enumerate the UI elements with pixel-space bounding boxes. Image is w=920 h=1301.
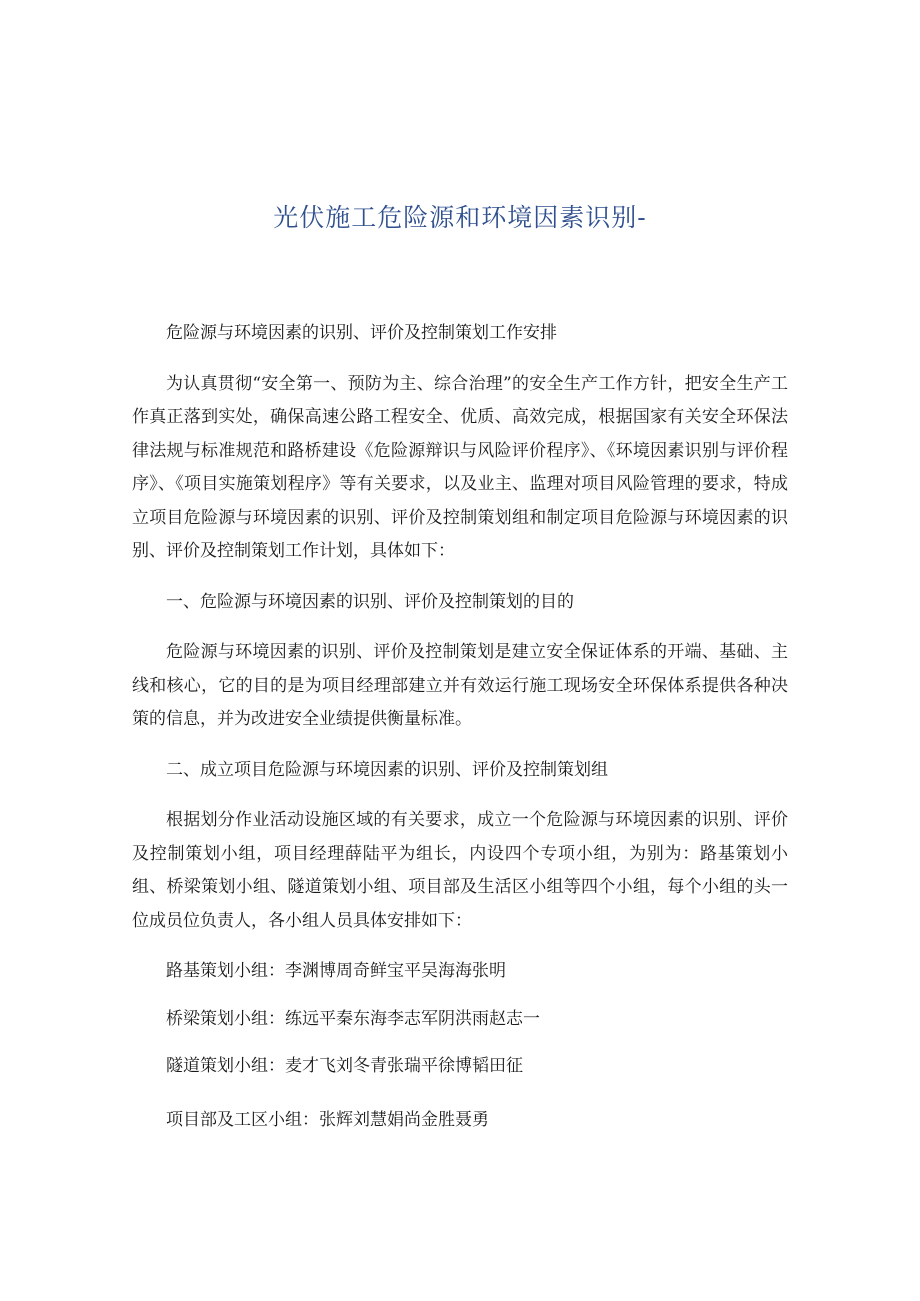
bridge-group-line: 桥梁策划小组：练远平秦东海李志军阴洪雨赵志一 bbox=[166, 1008, 540, 1029]
purpose-paragraph: 危险源与环境因素的识别、评价及控制策划是建立安全保证体系的开端、基础、主线和核心，它的目的是为项目经理部建立并有效运行施工现场安全环保体系提供各种决策的信息，并为改进安全业绩提供衡量标准。 bbox=[132, 642, 788, 729]
section-heading-2: 二、成立项目危险源与环境因素的识别、评价及控制策划组 bbox=[166, 759, 608, 780]
section-heading: 危险源与环境因素的识别、评价及控制策划工作安排 bbox=[166, 323, 557, 343]
tunnel-group-line: 隧道策划小组：麦才飞刘冬青张瑞平徐博韬田征 bbox=[166, 1056, 523, 1076]
project-dept-group-line: 项目部及工区小组：张辉刘慧娟尚金胜聂勇 bbox=[166, 1109, 489, 1130]
organization-paragraph: 根据划分作业活动设施区域的有关要求，成立一个危险源与环境因素的识别、评价及控制策划小组，项目经理薛陆平为组长，内设四个专项小组，为别为：路基策划小组、桥梁策划小组、隧道策划小组、项目部及生活区小组等四个小组，每个小组的头一位成员位负责人，各小组人员具体安排如下： bbox=[132, 810, 788, 931]
intro-paragraph: 为认真贯彻“安全第一、预防为主、综合治理”的安全生产工作方针，把安全生产工作真正落到实处，确保高速公路工程安全、优质、高效完成，根据国家有关安全环保法律法规与标准规范和路桥建设《危险源辩识与风险评价程序》、《环境因素识别与评价程序》、《项目实施策划程序》等有关要求，以及业主、监理对项目风险管理的要求，特成立项目危险源与环境因素的识别、评价及控制策划组和制定项目危险源与环境因素的识别、评价及控制策划工作计划，具体如下： bbox=[132, 373, 788, 561]
roadbed-group-line: 路基策划小组：李渊博周奇鲜宝平吴海海张明 bbox=[166, 961, 506, 981]
document-body bbox=[132, 317, 788, 1137]
section-heading-1: 一、危险源与环境因素的识别、评价及控制策划的目的 bbox=[166, 591, 574, 612]
document-title: 光伏施工危险源和环境因素识别- bbox=[273, 203, 647, 232]
